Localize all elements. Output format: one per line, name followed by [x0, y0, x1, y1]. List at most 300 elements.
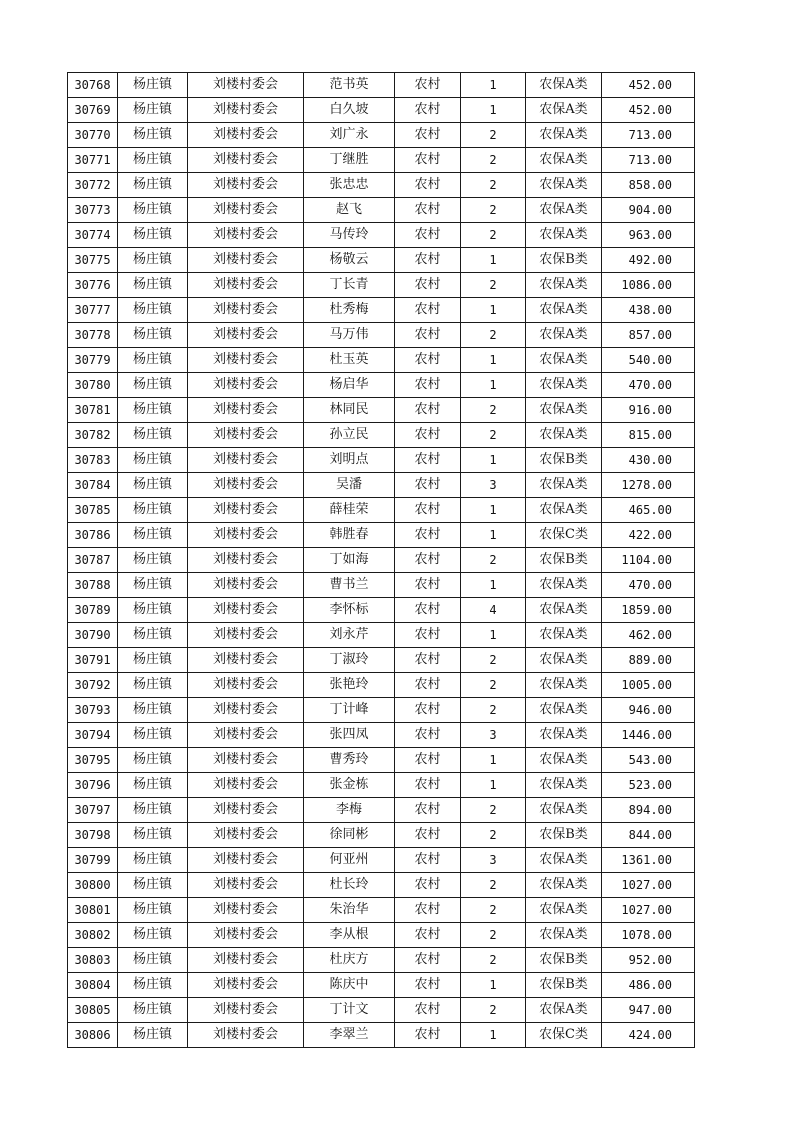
amount-cell: 947.00	[602, 998, 695, 1023]
household-count-cell: 1	[461, 373, 526, 398]
record-id-cell: 30774	[68, 223, 118, 248]
record-id-cell: 30795	[68, 748, 118, 773]
record-id-cell: 30791	[68, 648, 118, 673]
area-type-cell: 农村	[395, 123, 461, 148]
records-table	[67, 72, 695, 1048]
village-committee-cell: 刘楼村委会	[188, 448, 304, 473]
town-cell: 杨庄镇	[118, 698, 188, 723]
record-id-cell: 30775	[68, 248, 118, 273]
town-cell: 杨庄镇	[118, 123, 188, 148]
person-name-cell: 范书英	[304, 73, 395, 98]
village-committee-cell: 刘楼村委会	[188, 648, 304, 673]
household-count-cell: 2	[461, 423, 526, 448]
village-committee-cell: 刘楼村委会	[188, 298, 304, 323]
table-row	[68, 798, 695, 823]
village-committee-cell: 刘楼村委会	[188, 873, 304, 898]
area-type-cell: 农村	[395, 598, 461, 623]
village-committee-cell: 刘楼村委会	[188, 673, 304, 698]
table-row	[68, 248, 695, 273]
amount-cell: 1078.00	[602, 923, 695, 948]
area-type-cell: 农村	[395, 1023, 461, 1048]
village-committee-cell: 刘楼村委会	[188, 223, 304, 248]
amount-cell: 1086.00	[602, 273, 695, 298]
household-count-cell: 1	[461, 248, 526, 273]
village-committee-cell: 刘楼村委会	[188, 573, 304, 598]
person-name-cell: 刘广永	[304, 123, 395, 148]
insurance-category-cell: 农保A类	[526, 923, 602, 948]
record-id-cell: 30790	[68, 623, 118, 648]
person-name-cell: 丁计峰	[304, 698, 395, 723]
amount-cell: 963.00	[602, 223, 695, 248]
record-id-cell: 30803	[68, 948, 118, 973]
person-name-cell: 丁计文	[304, 998, 395, 1023]
village-committee-cell: 刘楼村委会	[188, 798, 304, 823]
person-name-cell: 张金栋	[304, 773, 395, 798]
table-row	[68, 523, 695, 548]
amount-cell: 857.00	[602, 323, 695, 348]
household-count-cell: 2	[461, 648, 526, 673]
amount-cell: 462.00	[602, 623, 695, 648]
household-count-cell: 1	[461, 348, 526, 373]
person-name-cell: 李怀标	[304, 598, 395, 623]
amount-cell: 952.00	[602, 948, 695, 973]
person-name-cell: 杜长玲	[304, 873, 395, 898]
town-cell: 杨庄镇	[118, 248, 188, 273]
town-cell: 杨庄镇	[118, 598, 188, 623]
village-committee-cell: 刘楼村委会	[188, 173, 304, 198]
amount-cell: 465.00	[602, 498, 695, 523]
table-row	[68, 998, 695, 1023]
table-row	[68, 373, 695, 398]
table-row	[68, 198, 695, 223]
insurance-category-cell: 农保A类	[526, 723, 602, 748]
table-row	[68, 848, 695, 873]
town-cell: 杨庄镇	[118, 323, 188, 348]
person-name-cell: 丁如海	[304, 548, 395, 573]
area-type-cell: 农村	[395, 498, 461, 523]
area-type-cell: 农村	[395, 923, 461, 948]
household-count-cell: 1	[461, 1023, 526, 1048]
area-type-cell: 农村	[395, 873, 461, 898]
town-cell: 杨庄镇	[118, 573, 188, 598]
person-name-cell: 朱治华	[304, 898, 395, 923]
insurance-category-cell: 农保A类	[526, 98, 602, 123]
amount-cell: 452.00	[602, 73, 695, 98]
insurance-category-cell: 农保A类	[526, 173, 602, 198]
area-type-cell: 农村	[395, 348, 461, 373]
household-count-cell: 2	[461, 123, 526, 148]
town-cell: 杨庄镇	[118, 998, 188, 1023]
insurance-category-cell: 农保A类	[526, 273, 602, 298]
amount-cell: 1859.00	[602, 598, 695, 623]
household-count-cell: 2	[461, 923, 526, 948]
record-id-cell: 30796	[68, 773, 118, 798]
village-committee-cell: 刘楼村委会	[188, 273, 304, 298]
amount-cell: 1104.00	[602, 548, 695, 573]
village-committee-cell: 刘楼村委会	[188, 823, 304, 848]
village-committee-cell: 刘楼村委会	[188, 698, 304, 723]
table-row	[68, 698, 695, 723]
household-count-cell: 3	[461, 473, 526, 498]
town-cell: 杨庄镇	[118, 223, 188, 248]
person-name-cell: 张四凤	[304, 723, 395, 748]
person-name-cell: 马万伟	[304, 323, 395, 348]
area-type-cell: 农村	[395, 148, 461, 173]
person-name-cell: 杨启华	[304, 373, 395, 398]
record-id-cell: 30770	[68, 123, 118, 148]
insurance-category-cell: 农保C类	[526, 523, 602, 548]
amount-cell: 713.00	[602, 148, 695, 173]
insurance-category-cell: 农保C类	[526, 1023, 602, 1048]
village-committee-cell: 刘楼村委会	[188, 398, 304, 423]
area-type-cell: 农村	[395, 723, 461, 748]
town-cell: 杨庄镇	[118, 548, 188, 573]
area-type-cell: 农村	[395, 648, 461, 673]
area-type-cell: 农村	[395, 798, 461, 823]
amount-cell: 1027.00	[602, 873, 695, 898]
person-name-cell: 马传玲	[304, 223, 395, 248]
record-id-cell: 30768	[68, 73, 118, 98]
village-committee-cell: 刘楼村委会	[188, 848, 304, 873]
insurance-category-cell: 农保A类	[526, 348, 602, 373]
insurance-category-cell: 农保A类	[526, 623, 602, 648]
household-count-cell: 1	[461, 298, 526, 323]
record-id-cell: 30794	[68, 723, 118, 748]
table-row	[68, 223, 695, 248]
town-cell: 杨庄镇	[118, 773, 188, 798]
record-id-cell: 30787	[68, 548, 118, 573]
village-committee-cell: 刘楼村委会	[188, 248, 304, 273]
person-name-cell: 杜庆方	[304, 948, 395, 973]
household-count-cell: 2	[461, 873, 526, 898]
village-committee-cell: 刘楼村委会	[188, 373, 304, 398]
record-id-cell: 30806	[68, 1023, 118, 1048]
record-id-cell: 30779	[68, 348, 118, 373]
household-count-cell: 2	[461, 323, 526, 348]
table-row	[68, 723, 695, 748]
table-row	[68, 473, 695, 498]
village-committee-cell: 刘楼村委会	[188, 973, 304, 998]
area-type-cell: 农村	[395, 998, 461, 1023]
town-cell: 杨庄镇	[118, 173, 188, 198]
person-name-cell: 何亚州	[304, 848, 395, 873]
record-id-cell: 30784	[68, 473, 118, 498]
person-name-cell: 薛桂荣	[304, 498, 395, 523]
household-count-cell: 1	[461, 523, 526, 548]
table-row	[68, 348, 695, 373]
table-row	[68, 648, 695, 673]
insurance-category-cell: 农保A类	[526, 73, 602, 98]
town-cell: 杨庄镇	[118, 98, 188, 123]
table-row	[68, 573, 695, 598]
village-committee-cell: 刘楼村委会	[188, 598, 304, 623]
insurance-category-cell: 农保B类	[526, 548, 602, 573]
record-id-cell: 30793	[68, 698, 118, 723]
table-row	[68, 398, 695, 423]
household-count-cell: 2	[461, 698, 526, 723]
village-committee-cell: 刘楼村委会	[188, 548, 304, 573]
village-committee-cell: 刘楼村委会	[188, 948, 304, 973]
amount-cell: 894.00	[602, 798, 695, 823]
table-row	[68, 673, 695, 698]
household-count-cell: 2	[461, 223, 526, 248]
household-count-cell: 2	[461, 948, 526, 973]
person-name-cell: 陈庆中	[304, 973, 395, 998]
town-cell: 杨庄镇	[118, 273, 188, 298]
household-count-cell: 2	[461, 173, 526, 198]
insurance-category-cell: 农保A类	[526, 423, 602, 448]
area-type-cell: 农村	[395, 848, 461, 873]
amount-cell: 889.00	[602, 648, 695, 673]
town-cell: 杨庄镇	[118, 198, 188, 223]
person-name-cell: 韩胜春	[304, 523, 395, 548]
record-id-cell: 30783	[68, 448, 118, 473]
town-cell: 杨庄镇	[118, 898, 188, 923]
record-id-cell: 30772	[68, 173, 118, 198]
record-id-cell: 30800	[68, 873, 118, 898]
person-name-cell: 杜秀梅	[304, 298, 395, 323]
person-name-cell: 徐同彬	[304, 823, 395, 848]
table-row	[68, 548, 695, 573]
household-count-cell: 2	[461, 398, 526, 423]
amount-cell: 904.00	[602, 198, 695, 223]
record-id-cell: 30801	[68, 898, 118, 923]
person-name-cell: 丁长青	[304, 273, 395, 298]
record-id-cell: 30802	[68, 923, 118, 948]
village-committee-cell: 刘楼村委会	[188, 98, 304, 123]
area-type-cell: 农村	[395, 398, 461, 423]
amount-cell: 470.00	[602, 573, 695, 598]
amount-cell: 438.00	[602, 298, 695, 323]
record-id-cell: 30785	[68, 498, 118, 523]
town-cell: 杨庄镇	[118, 798, 188, 823]
insurance-category-cell: 农保A类	[526, 573, 602, 598]
insurance-category-cell: 农保A类	[526, 873, 602, 898]
town-cell: 杨庄镇	[118, 398, 188, 423]
table-row	[68, 98, 695, 123]
amount-cell: 1361.00	[602, 848, 695, 873]
amount-cell: 1278.00	[602, 473, 695, 498]
household-count-cell: 4	[461, 598, 526, 623]
village-committee-cell: 刘楼村委会	[188, 773, 304, 798]
household-count-cell: 1	[461, 448, 526, 473]
amount-cell: 858.00	[602, 173, 695, 198]
area-type-cell: 农村	[395, 273, 461, 298]
record-id-cell: 30797	[68, 798, 118, 823]
table-row	[68, 873, 695, 898]
village-committee-cell: 刘楼村委会	[188, 923, 304, 948]
town-cell: 杨庄镇	[118, 498, 188, 523]
village-committee-cell: 刘楼村委会	[188, 523, 304, 548]
amount-cell: 523.00	[602, 773, 695, 798]
insurance-category-cell: 农保A类	[526, 673, 602, 698]
person-name-cell: 杨敬云	[304, 248, 395, 273]
insurance-category-cell: 农保A类	[526, 198, 602, 223]
household-count-cell: 2	[461, 273, 526, 298]
insurance-category-cell: 农保A类	[526, 473, 602, 498]
household-count-cell: 2	[461, 548, 526, 573]
table-row	[68, 498, 695, 523]
town-cell: 杨庄镇	[118, 848, 188, 873]
area-type-cell: 农村	[395, 698, 461, 723]
insurance-category-cell: 农保A类	[526, 148, 602, 173]
amount-cell: 486.00	[602, 973, 695, 998]
table-row	[68, 623, 695, 648]
insurance-category-cell: 农保A类	[526, 773, 602, 798]
person-name-cell: 杜玉英	[304, 348, 395, 373]
table-row	[68, 273, 695, 298]
area-type-cell: 农村	[395, 473, 461, 498]
town-cell: 杨庄镇	[118, 373, 188, 398]
household-count-cell: 2	[461, 673, 526, 698]
town-cell: 杨庄镇	[118, 348, 188, 373]
town-cell: 杨庄镇	[118, 823, 188, 848]
town-cell: 杨庄镇	[118, 73, 188, 98]
insurance-category-cell: 农保B类	[526, 248, 602, 273]
record-id-cell: 30786	[68, 523, 118, 548]
amount-cell: 1446.00	[602, 723, 695, 748]
table-row	[68, 173, 695, 198]
person-name-cell: 李从根	[304, 923, 395, 948]
record-id-cell: 30788	[68, 573, 118, 598]
table-row	[68, 123, 695, 148]
town-cell: 杨庄镇	[118, 723, 188, 748]
area-type-cell: 农村	[395, 423, 461, 448]
amount-cell: 422.00	[602, 523, 695, 548]
household-count-cell: 2	[461, 898, 526, 923]
village-committee-cell: 刘楼村委会	[188, 473, 304, 498]
area-type-cell: 农村	[395, 773, 461, 798]
town-cell: 杨庄镇	[118, 1023, 188, 1048]
table-row	[68, 923, 695, 948]
village-committee-cell: 刘楼村委会	[188, 323, 304, 348]
record-id-cell: 30781	[68, 398, 118, 423]
person-name-cell: 张艳玲	[304, 673, 395, 698]
area-type-cell: 农村	[395, 748, 461, 773]
area-type-cell: 农村	[395, 173, 461, 198]
amount-cell: 470.00	[602, 373, 695, 398]
record-id-cell: 30782	[68, 423, 118, 448]
person-name-cell: 林同民	[304, 398, 395, 423]
town-cell: 杨庄镇	[118, 748, 188, 773]
record-id-cell: 30805	[68, 998, 118, 1023]
insurance-category-cell: 农保B类	[526, 823, 602, 848]
amount-cell: 543.00	[602, 748, 695, 773]
area-type-cell: 农村	[395, 98, 461, 123]
record-id-cell: 30799	[68, 848, 118, 873]
table-row	[68, 748, 695, 773]
table-row	[68, 298, 695, 323]
town-cell: 杨庄镇	[118, 923, 188, 948]
person-name-cell: 丁淑玲	[304, 648, 395, 673]
insurance-category-cell: 农保B类	[526, 448, 602, 473]
person-name-cell: 丁继胜	[304, 148, 395, 173]
village-committee-cell: 刘楼村委会	[188, 73, 304, 98]
records-sheet	[67, 72, 695, 1048]
area-type-cell: 农村	[395, 573, 461, 598]
insurance-category-cell: 农保A类	[526, 398, 602, 423]
insurance-category-cell: 农保A类	[526, 498, 602, 523]
person-name-cell: 刘明点	[304, 448, 395, 473]
area-type-cell: 农村	[395, 623, 461, 648]
table-row	[68, 973, 695, 998]
area-type-cell: 农村	[395, 198, 461, 223]
town-cell: 杨庄镇	[118, 623, 188, 648]
town-cell: 杨庄镇	[118, 523, 188, 548]
person-name-cell: 赵飞	[304, 198, 395, 223]
area-type-cell: 农村	[395, 298, 461, 323]
insurance-category-cell: 农保A类	[526, 598, 602, 623]
table-row	[68, 823, 695, 848]
insurance-category-cell: 农保A类	[526, 373, 602, 398]
table-row	[68, 323, 695, 348]
record-id-cell: 30798	[68, 823, 118, 848]
town-cell: 杨庄镇	[118, 448, 188, 473]
household-count-cell: 2	[461, 998, 526, 1023]
area-type-cell: 农村	[395, 223, 461, 248]
person-name-cell: 张忠忠	[304, 173, 395, 198]
insurance-category-cell: 农保A类	[526, 648, 602, 673]
household-count-cell: 1	[461, 498, 526, 523]
household-count-cell: 1	[461, 98, 526, 123]
town-cell: 杨庄镇	[118, 673, 188, 698]
person-name-cell: 吴潘	[304, 473, 395, 498]
village-committee-cell: 刘楼村委会	[188, 898, 304, 923]
amount-cell: 1027.00	[602, 898, 695, 923]
town-cell: 杨庄镇	[118, 423, 188, 448]
insurance-category-cell: 农保A类	[526, 848, 602, 873]
table-row	[68, 73, 695, 98]
town-cell: 杨庄镇	[118, 873, 188, 898]
town-cell: 杨庄镇	[118, 473, 188, 498]
village-committee-cell: 刘楼村委会	[188, 348, 304, 373]
area-type-cell: 农村	[395, 948, 461, 973]
area-type-cell: 农村	[395, 823, 461, 848]
area-type-cell: 农村	[395, 373, 461, 398]
person-name-cell: 李梅	[304, 798, 395, 823]
insurance-category-cell: 农保A类	[526, 223, 602, 248]
area-type-cell: 农村	[395, 548, 461, 573]
amount-cell: 492.00	[602, 248, 695, 273]
table-row	[68, 148, 695, 173]
town-cell: 杨庄镇	[118, 948, 188, 973]
insurance-category-cell: 农保B类	[526, 973, 602, 998]
person-name-cell: 曹书兰	[304, 573, 395, 598]
village-committee-cell: 刘楼村委会	[188, 148, 304, 173]
table-row	[68, 598, 695, 623]
table-row	[68, 423, 695, 448]
village-committee-cell: 刘楼村委会	[188, 423, 304, 448]
table-row	[68, 948, 695, 973]
household-count-cell: 2	[461, 198, 526, 223]
area-type-cell: 农村	[395, 898, 461, 923]
records-table-body	[68, 73, 695, 1048]
town-cell: 杨庄镇	[118, 148, 188, 173]
insurance-category-cell: 农保A类	[526, 698, 602, 723]
village-committee-cell: 刘楼村委会	[188, 998, 304, 1023]
amount-cell: 916.00	[602, 398, 695, 423]
area-type-cell: 农村	[395, 248, 461, 273]
amount-cell: 430.00	[602, 448, 695, 473]
amount-cell: 540.00	[602, 348, 695, 373]
table-row	[68, 448, 695, 473]
village-committee-cell: 刘楼村委会	[188, 498, 304, 523]
person-name-cell: 李翠兰	[304, 1023, 395, 1048]
record-id-cell: 30792	[68, 673, 118, 698]
area-type-cell: 农村	[395, 523, 461, 548]
household-count-cell: 1	[461, 773, 526, 798]
person-name-cell: 刘永芹	[304, 623, 395, 648]
